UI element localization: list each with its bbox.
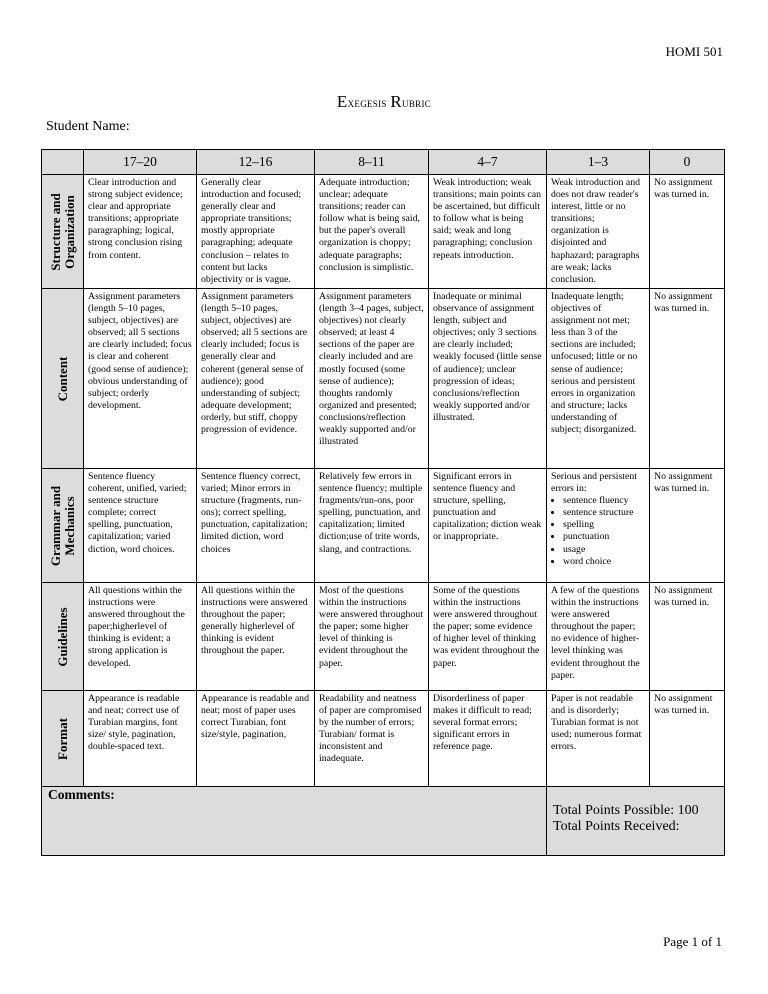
criteria-cell xyxy=(547,469,650,583)
score-header: 8–11 xyxy=(315,150,429,175)
totals-block xyxy=(553,789,718,835)
criteria-cell: No assignment was turned in. xyxy=(650,175,725,289)
category-cell xyxy=(42,469,84,583)
category-cell xyxy=(42,691,84,787)
score-header: 4–7 xyxy=(429,150,547,175)
page-number: Page 1 of 1 xyxy=(663,934,722,949)
category-label: Grammar and Mechanics xyxy=(47,485,77,566)
list-item: • punctuation xyxy=(563,531,645,543)
criteria-cell: Paper is not readable and is disorderly; Turabian format is not used; numerous format errors. xyxy=(547,691,650,787)
category-label: Structure and Organization xyxy=(47,192,77,271)
total-points-received: Total Points Received: xyxy=(553,819,680,834)
criteria-cell: Assignment parameters (length 5–10 pages, subject, objectives) are observed; all 5 sections are clearly included; focus is clear and coherent (good sense of audience); obvious understanding of subject; orderly development. xyxy=(84,289,197,469)
criteria-cell: Assignment parameters (length 5–10 pages, subject, objectives) are observed; all 5 sections are clearly included; focus is generally clear and coherent (general sense of audience); good understanding of subject; adequate development; orderly, but stiff, choppy progression of evidence. xyxy=(197,289,315,469)
list-item: • spelling xyxy=(563,519,645,531)
comments-cell xyxy=(42,787,547,856)
criteria-cell: No assignment was turned in. xyxy=(650,289,725,469)
rubric-table xyxy=(41,149,725,856)
score-header-row xyxy=(42,150,725,175)
list-item: • word choice xyxy=(563,556,645,568)
corner-cell xyxy=(42,150,84,175)
criteria-cell: A few of the questions within the instructions were answered throughout the paper; no evidence of higher-level thinking was evident throughout the paper. xyxy=(547,583,650,691)
criteria-cell: No assignment was turned in. xyxy=(650,691,725,787)
score-header: 0 xyxy=(650,150,725,175)
category-cell xyxy=(42,175,84,289)
criteria-cell: Sentence fluency correct, varied; Minor errors in structure (fragments, run-ons); correct spelling, punctuation, capitalization; limited diction, word choices xyxy=(197,469,315,583)
totals-cell xyxy=(547,787,725,856)
criteria-cell: All questions within the instructions were answered throughout the paper; generally higherlevel of thinking is evident throughout the paper. xyxy=(197,583,315,691)
rubric-row-guidelines xyxy=(42,583,725,691)
criteria-cell: Significant errors in sentence fluency and structure, spelling, punctuation and capitalization; diction weak or inappropriate. xyxy=(429,469,547,583)
score-header: 17–20 xyxy=(84,150,197,175)
criteria-cell: No assignment was turned in. xyxy=(650,583,725,691)
course-code: HOMI 501 xyxy=(665,44,723,59)
criteria-cell: Inadequate length; objectives of assignment not met; less than 3 of the sections are included; unfocused; little or no sense of audience; serious and persistent errors in organization and structure; lacks understanding of subject; disorganized. xyxy=(547,289,650,469)
student-name-label: Student Name: xyxy=(46,119,130,134)
criteria-cell: Relatively few errors in sentence fluency; multiple fragments/run-ons, poor spelling, punctuation, and capitalization; limited diction;use of trite words, slang, and contractions. xyxy=(315,469,429,583)
error-list xyxy=(551,495,645,568)
category-label: Content xyxy=(54,356,70,401)
criteria-cell: No assignment was turned in. xyxy=(650,469,725,583)
criteria-cell: Assignment parameters (length 3–4 pages, subject, objectives) not clearly observed; at least 4 sections of the paper are clearly included and are mostly focused (some sense of audience); thoughts randomly organized and presented; conclusions/reflection weakly supported and/or illustrated xyxy=(315,289,429,469)
criteria-cell: Weak introduction and does not draw reader's interest, little or no transitions; organization is disjointed and haphazard; paragraphs are weak; lacks conclusion. xyxy=(547,175,650,289)
criteria-cell: Adequate introduction; unclear; adequate transitions; reader can follow what is being said, but the paper's overall organization is choppy; adequate paragraphs; conclusion is simplistic. xyxy=(315,175,429,289)
criteria-cell: Appearance is readable and neat; most of paper uses correct Turabian, font size/style, pagination, xyxy=(197,691,315,787)
comments-row xyxy=(42,787,725,856)
criteria-cell: Inadequate or minimal observance of assignment length, subject and objectives; only 3 sections are clearly included; weakly focused (little sense of audience); unclear progression of ideas; conclusions/reflection weakly supported and/or illustrated. xyxy=(429,289,547,469)
list-item: • sentence fluency xyxy=(563,495,645,507)
category-label: Format xyxy=(54,717,70,760)
total-points-possible: Total Points Possible: 100 xyxy=(553,803,699,818)
criteria-cell: Some of the questions within the instructions were answered throughout the paper; some evidence of higher level of thinking was evident throughout the paper. xyxy=(429,583,547,691)
criteria-cell: Most of the questions within the instructions were answered throughout the paper; some higher level of thinking is evident throughout the paper. xyxy=(315,583,429,691)
category-cell xyxy=(42,289,84,469)
comments-label: Comments: xyxy=(48,787,115,802)
rubric-row-structure xyxy=(42,175,725,289)
criteria-cell: Readability and neatness of paper are compromised by the number of errors; Turabian/ format is inconsistent and inadequate. xyxy=(315,691,429,787)
category-label: Guidelines xyxy=(54,606,70,667)
category-cell xyxy=(42,583,84,691)
rubric-row-format xyxy=(42,691,725,787)
list-item: • usage xyxy=(563,544,645,556)
criteria-cell: Appearance is readable and neat; correct use of Turabian margins, font size/ style, pagination, double-spaced text. xyxy=(84,691,197,787)
errors-intro: Serious and persistent errors in: xyxy=(551,471,637,495)
rubric-row-content xyxy=(42,289,725,469)
criteria-cell: Sentence fluency coherent, unified, varied; sentence structure complete; correct spelling, punctuation, capitalization; varied diction, word choices. xyxy=(84,469,197,583)
criteria-cell: Generally clear introduction and focused; generally clear and appropriate transitions; mostly appropriate paragraphing; adequate conclusion – relates to content but lacks objectivity or is vague. xyxy=(197,175,315,289)
list-item: • sentence structure xyxy=(563,507,645,519)
criteria-cell: Weak introduction; weak transitions; main points can be ascertained, but difficult to follow what is being said; weak and long paragraphing; conclusion repeats introduction. xyxy=(429,175,547,289)
criteria-cell: All questions within the instructions were answered throughout the paper;higherlevel of thinking is evident; a strong application is developed. xyxy=(84,583,197,691)
rubric-row-grammar xyxy=(42,469,725,583)
score-header: 1–3 xyxy=(547,150,650,175)
score-header: 12–16 xyxy=(197,150,315,175)
criteria-cell: Clear introduction and strong subject evidence; clear and appropriate transitions; appropriate paragraphing; logical, strong conclusion rising from content. xyxy=(84,175,197,289)
page-title: Exegesis Rubric xyxy=(336,92,432,111)
criteria-cell: Disorderliness of paper makes it difficult to read; several format errors; significant errors in reference page. xyxy=(429,691,547,787)
